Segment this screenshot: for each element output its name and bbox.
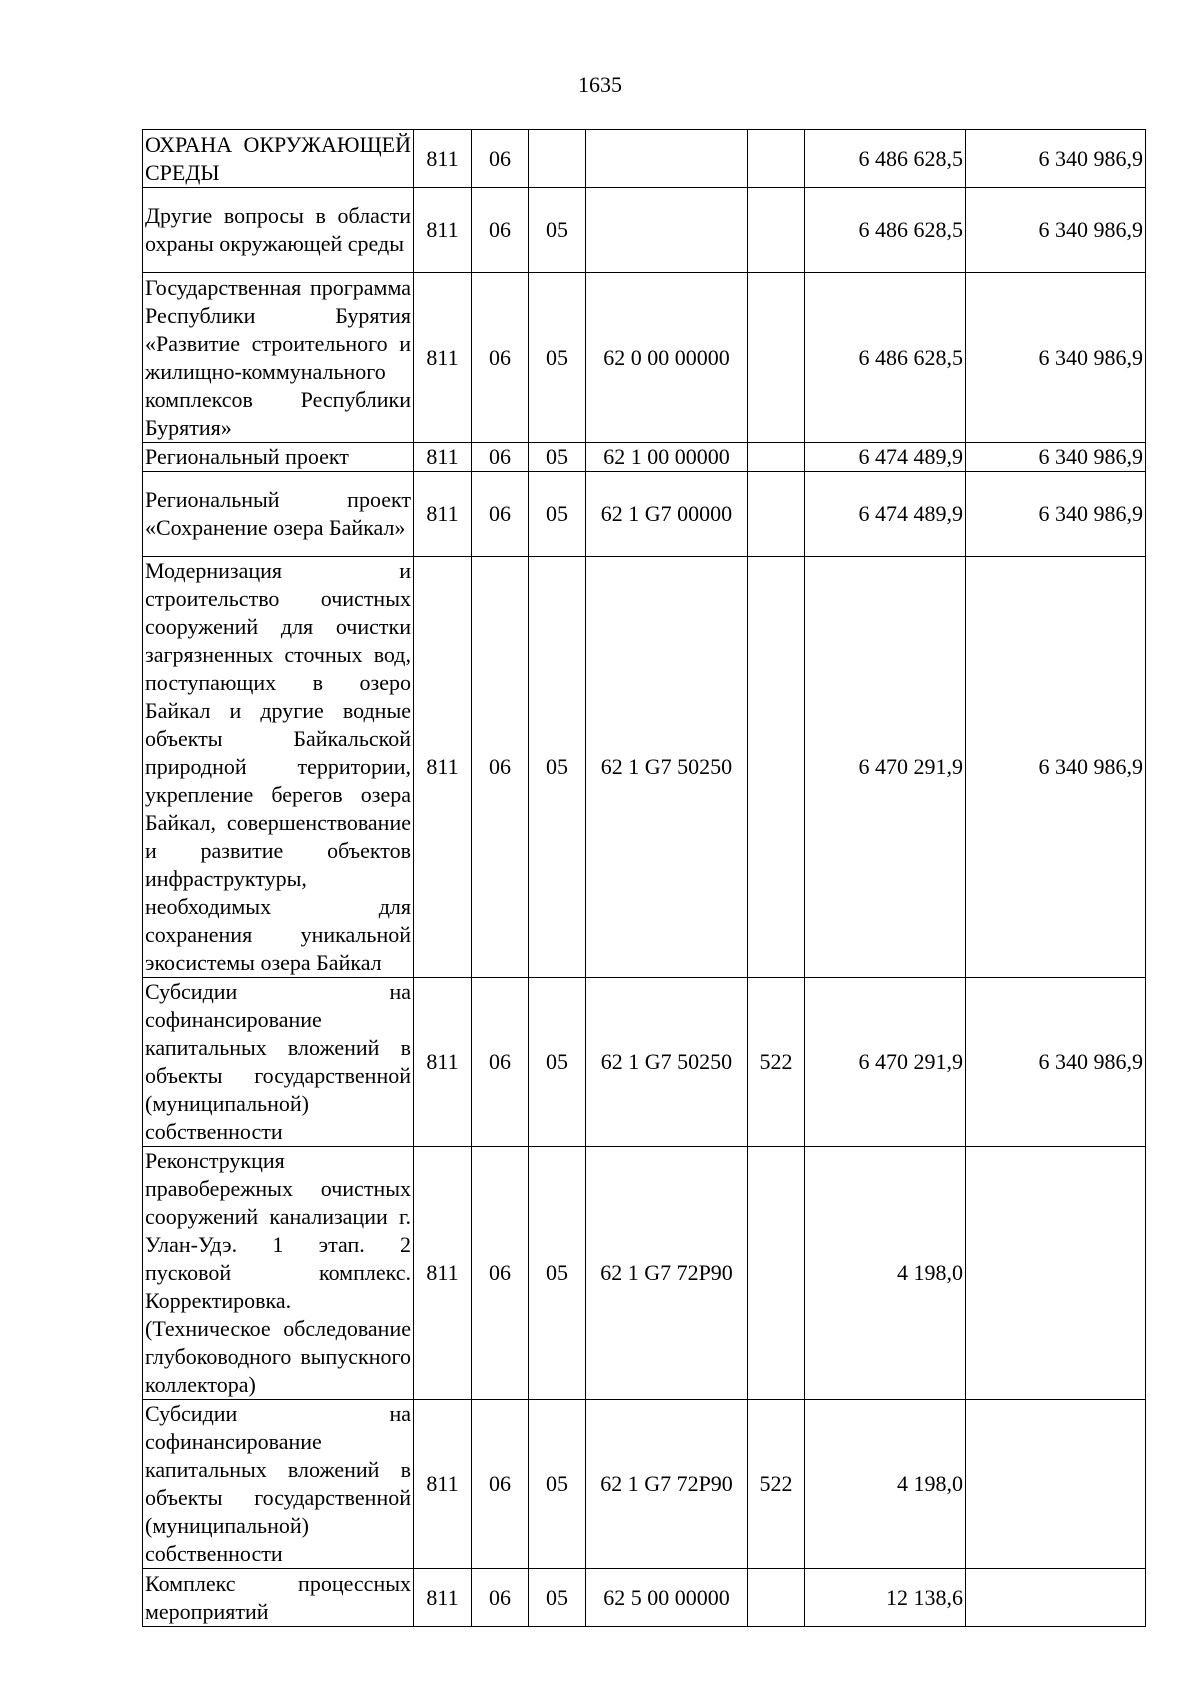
amount-1: 6 486 628,5 xyxy=(805,188,966,273)
amount-1: 6 470 291,9 xyxy=(805,978,966,1147)
subsection-code: 05 xyxy=(529,557,586,978)
ministry-code: 811 xyxy=(414,1569,472,1627)
expense-type xyxy=(748,1569,805,1627)
expense-type: 522 xyxy=(748,1400,805,1569)
table-row xyxy=(143,1400,1146,1569)
ministry-code: 811 xyxy=(414,978,472,1147)
target-code: 62 1 G7 50250 xyxy=(586,978,748,1147)
subsection-code: 05 xyxy=(529,188,586,273)
ministry-code: 811 xyxy=(414,188,472,273)
expense-type xyxy=(748,188,805,273)
subsection-code xyxy=(529,130,586,188)
row-name: Региональный проект «Сохранение озера Байкал» xyxy=(143,472,414,557)
section-code: 06 xyxy=(472,978,529,1147)
amount-2 xyxy=(966,1569,1146,1627)
table-row xyxy=(143,273,1146,443)
expense-type xyxy=(748,443,805,472)
subsection-code: 05 xyxy=(529,472,586,557)
row-name: Реконструкция правобережных очистных сооружений канализации г. Улан-Удэ. 1 этап. 2 пусковой комплекс. Корректировка. (Техническое обследование глубоководного выпускного коллектора) xyxy=(143,1147,414,1400)
amount-1: 4 198,0 xyxy=(805,1147,966,1400)
amount-2: 6 340 986,9 xyxy=(966,443,1146,472)
section-code: 06 xyxy=(472,273,529,443)
section-code: 06 xyxy=(472,188,529,273)
amount-2: 6 340 986,9 xyxy=(966,472,1146,557)
section-code: 06 xyxy=(472,443,529,472)
ministry-code: 811 xyxy=(414,472,472,557)
amount-2: 6 340 986,9 xyxy=(966,273,1146,443)
ministry-code: 811 xyxy=(414,273,472,443)
expense-type: 522 xyxy=(748,978,805,1147)
amount-2 xyxy=(966,1400,1146,1569)
ministry-code: 811 xyxy=(414,1400,472,1569)
table-row xyxy=(143,130,1146,188)
target-code xyxy=(586,188,748,273)
subsection-code: 05 xyxy=(529,978,586,1147)
target-code: 62 1 G7 72P90 xyxy=(586,1400,748,1569)
target-code: 62 1 G7 50250 xyxy=(586,557,748,978)
target-code: 62 5 00 00000 xyxy=(586,1569,748,1627)
ministry-code: 811 xyxy=(414,1147,472,1400)
row-name: Субсидии на софинансирование капитальных вложений в объекты государственной (муниципальной) собственности xyxy=(143,978,414,1147)
expense-type xyxy=(748,1147,805,1400)
target-code: 62 0 00 00000 xyxy=(586,273,748,443)
amount-2: 6 340 986,9 xyxy=(966,978,1146,1147)
table-row xyxy=(143,557,1146,978)
table-row xyxy=(143,472,1146,557)
amount-2: 6 340 986,9 xyxy=(966,557,1146,978)
amount-2: 6 340 986,9 xyxy=(966,130,1146,188)
amount-1: 6 486 628,5 xyxy=(805,130,966,188)
row-name: Субсидии на софинансирование капитальных вложений в объекты государственной (муниципальной) собственности xyxy=(143,1400,414,1569)
target-code: 62 1 G7 00000 xyxy=(586,472,748,557)
table-row xyxy=(143,1147,1146,1400)
section-code: 06 xyxy=(472,557,529,978)
section-code: 06 xyxy=(472,1569,529,1627)
ministry-code: 811 xyxy=(414,130,472,188)
expense-type xyxy=(748,130,805,188)
row-name: Модернизация и строительство очистных сооружений для очистки загрязненных сточных вод, поступающих в озеро Байкал и другие водные объекты Байкальской природной территории, укрепление берегов озера Байкал, совершенствование и развитие объектов инфраструктуры, необходимых для сохранения уникальной экосистемы озера Байкал xyxy=(143,557,414,978)
subsection-code: 05 xyxy=(529,1569,586,1627)
budget-table xyxy=(142,129,1146,1627)
amount-1: 12 138,6 xyxy=(805,1569,966,1627)
amount-1: 6 470 291,9 xyxy=(805,557,966,978)
subsection-code: 05 xyxy=(529,273,586,443)
target-code: 62 1 G7 72P90 xyxy=(586,1147,748,1400)
expense-type xyxy=(748,472,805,557)
section-code: 06 xyxy=(472,130,529,188)
expense-type xyxy=(748,557,805,978)
subsection-code: 05 xyxy=(529,1147,586,1400)
amount-1: 4 198,0 xyxy=(805,1400,966,1569)
row-name: Другие вопросы в области охраны окружающей среды xyxy=(143,188,414,273)
amount-2 xyxy=(966,1147,1146,1400)
section-code: 06 xyxy=(472,1147,529,1400)
table-row xyxy=(143,443,1146,472)
ministry-code: 811 xyxy=(414,557,472,978)
table-row xyxy=(143,978,1146,1147)
row-name: ОХРАНА ОКРУЖАЮЩЕЙ СРЕДЫ xyxy=(143,130,414,188)
expense-type xyxy=(748,273,805,443)
amount-1: 6 474 489,9 xyxy=(805,472,966,557)
amount-1: 6 474 489,9 xyxy=(805,443,966,472)
section-code: 06 xyxy=(472,472,529,557)
page-number: 1635 xyxy=(578,72,622,97)
amount-2: 6 340 986,9 xyxy=(966,188,1146,273)
row-name: Региональный проект xyxy=(143,443,414,472)
ministry-code: 811 xyxy=(414,443,472,472)
row-name: Государственная программа Республики Бурятия «Развитие строительного и жилищно-коммунального комплексов Республики Бурятия» xyxy=(143,273,414,443)
subsection-code: 05 xyxy=(529,443,586,472)
subsection-code: 05 xyxy=(529,1400,586,1569)
section-code: 06 xyxy=(472,1400,529,1569)
table-row xyxy=(143,188,1146,273)
target-code xyxy=(586,130,748,188)
target-code: 62 1 00 00000 xyxy=(586,443,748,472)
amount-1: 6 486 628,5 xyxy=(805,273,966,443)
table-row xyxy=(143,1569,1146,1627)
row-name: Комплекс процессных мероприятий xyxy=(143,1569,414,1627)
